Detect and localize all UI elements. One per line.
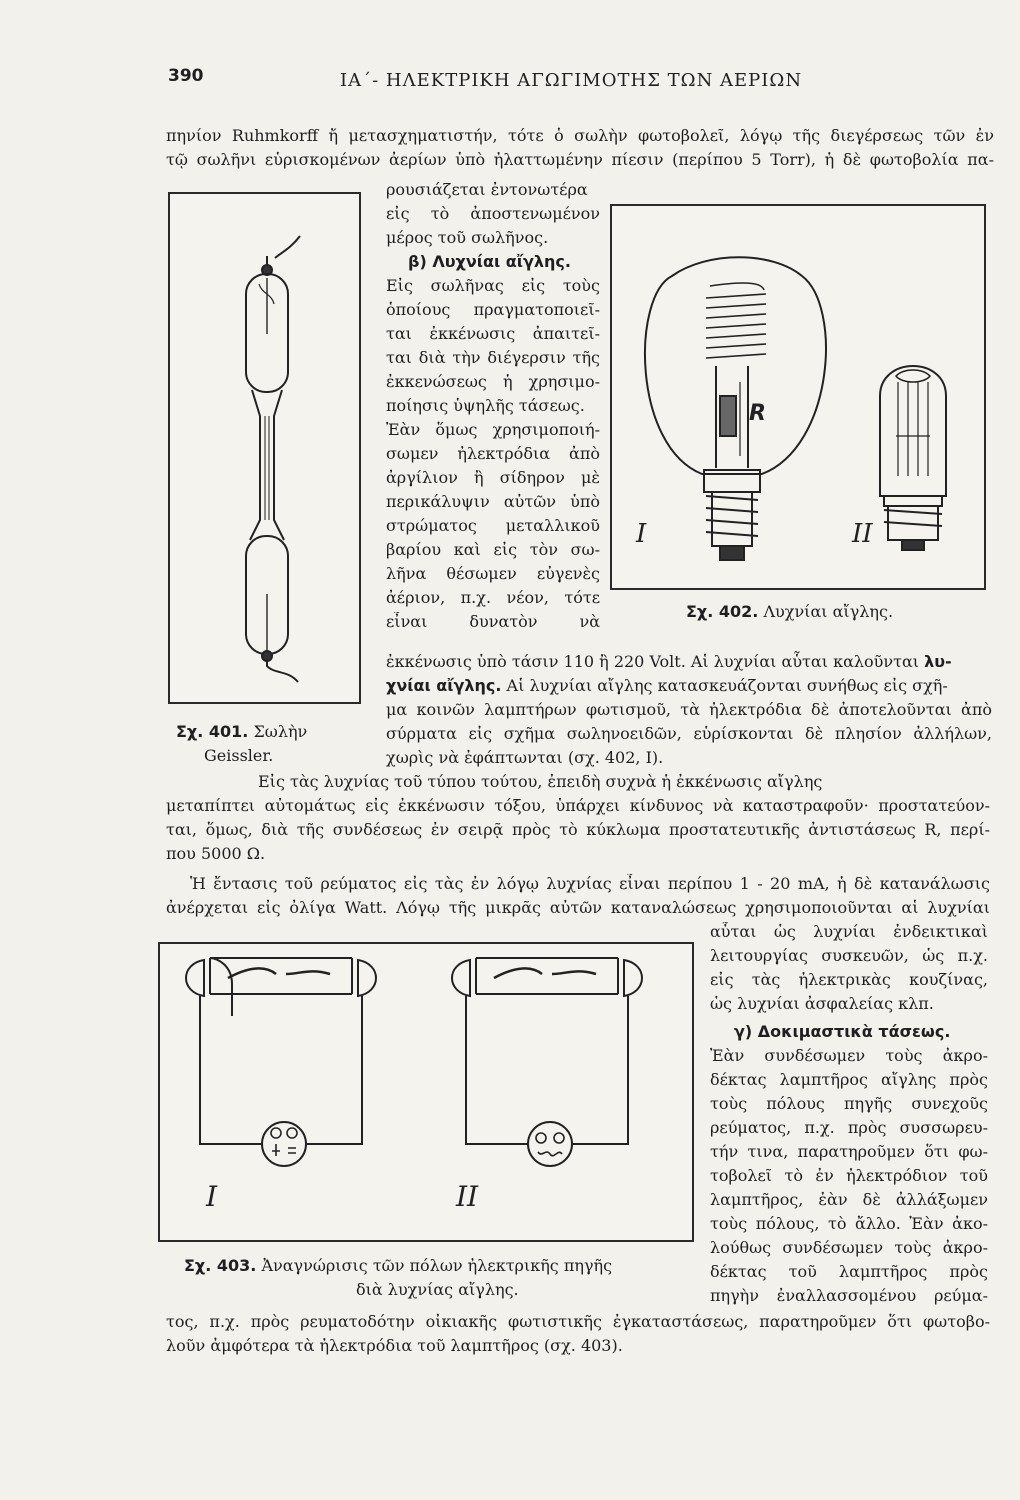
text-line: σωμεν ἠλεκτρόδια ἀπὸ	[386, 444, 600, 463]
text-line: ται διὰ τὴν διέγερσιν τῆς	[386, 348, 600, 367]
geissler-tube-drawing	[170, 194, 363, 706]
text-line: ἀέριον, π.χ. νέον, τότε	[386, 588, 600, 607]
text-line: ὁποίους πραγματοποιεῖ-	[386, 300, 600, 319]
text-line: μα κοινῶν λαμπτήρων φωτισμοῦ, τὰ ἠλεκτρόδια δὲ ἀποτελοῦνται ἀπὸ	[386, 700, 992, 719]
text-line: χνίαι αἴγλης. Αἱ λυχνίαι αἴγλης κατασκευάζονται συνήθως εἰς σχῆ-	[386, 676, 948, 695]
text-line: ἀνέρχεται εἰς ὀλίγα Watt. Λόγῳ τῆς μικρᾶς αὐτῶν καταναλώσεως χρησιμοποιοῦνται αἱ λυχνίαι	[166, 898, 990, 917]
text-line: τήν τινα, παρατηροῦμεν ὅτι φω-	[710, 1142, 988, 1161]
text-line: αὗται ὡς λυχνίαι ἐνδεικτικαὶ	[710, 922, 988, 941]
text-line: ἐκκένωσις ὑπὸ τάσιν 110 ἢ 220 Volt. Αἱ λυχνίαι αὗται καλοῦνται λυ-	[386, 652, 952, 671]
figure-401	[168, 192, 361, 704]
section-heading-b: β) Λυχνίαι αἴγλης.	[408, 252, 571, 271]
text-line: εἶναι δυνατὸν νὰ	[386, 612, 600, 631]
text-line: τος, π.χ. πρὸς ρευματοδότην οἰκιακῆς φωτιστικῆς ἐγκαταστάσεως, παρατηροῦμεν ὅτι φωτοβο-	[166, 1312, 990, 1331]
text-line: ποίησις ὑψηλῆς τάσεως.	[386, 396, 585, 415]
text-line: Εἰς σωλῆνας εἰς τοὺς	[386, 276, 600, 295]
text-line: λούθως συνδέσωμεν τοὺς ἀκρο-	[710, 1238, 988, 1257]
text-line: χωρὶς νὰ ἐφάπτωνται (σχ. 402, I).	[386, 748, 664, 767]
label-i: I	[206, 1180, 218, 1213]
text-line: εἰς τὸ ἀποστενωμένον	[386, 204, 600, 223]
text-line: μέρος τοῦ σωλῆνος.	[386, 228, 549, 247]
text-line: Ἐὰν συνδέσωμεν τοὺς ἀκρο-	[710, 1046, 988, 1065]
text-line: δέκτας τοῦ λαμπτῆρος πρὸς	[710, 1262, 988, 1281]
text-line: περικάλυψιν αὐτῶν ὑπὸ	[386, 492, 600, 511]
text-line: ἀργίλιον ἢ σίδηρον μὲ	[386, 468, 600, 487]
figure-403	[158, 942, 694, 1242]
text-line: ρουσιάζεται ἐντονωτέρα	[386, 180, 588, 199]
polarity-test-drawing	[160, 944, 696, 1244]
label-i: I	[636, 519, 647, 549]
text-line: στρώματος μεταλλικοῦ	[386, 516, 600, 535]
text-line: βαρίου καὶ εἰς τὸν σω-	[386, 540, 600, 559]
glow-lamps-drawing	[612, 206, 988, 592]
text-line: τοβολεῖ τὸ ἐν ἠλεκτρόδιον τοῦ	[710, 1166, 988, 1185]
text-line: τοὺς πόλους, τὸ ἄλλο. Ἐὰν ἀκο-	[710, 1214, 988, 1233]
label-r: R	[749, 401, 766, 426]
text-line: Εἰς τὰς λυχνίας τοῦ τύπου τούτου, ἐπειδὴ συχνὰ ἡ ἐκκένωσις αἴγλης	[258, 772, 823, 791]
label-ii: II	[852, 519, 873, 549]
text-line: σύρματα εἰς σχῆμα σωληνοειδῶν, εὑρίσκονται δὲ πλησίον ἀλλήλων,	[386, 724, 992, 743]
figure-402	[610, 204, 986, 590]
section-heading-c: γ) Δοκιμαστικὰ τάσεως.	[734, 1022, 951, 1041]
fig402-caption: Σχ. 402. Λυχνίαι αἴγλης.	[686, 602, 894, 621]
text-line: που 5000 Ω.	[166, 844, 266, 863]
fig401-caption-line2: Geissler.	[204, 746, 274, 765]
bold-term: λυ-	[924, 652, 952, 671]
fig403-caption-line2: διὰ λυχνίας αἴγλης.	[356, 1280, 519, 1299]
text-line: Ἡ ἔντασις τοῦ ρεύματος εἰς τὰς ἐν λόγῳ λυχνίας εἶναι περίπου 1 - 20 mA, ἡ δὲ κατανάλωσις	[190, 874, 990, 893]
text-line: πηνίον Ruhmkorff ἤ μετασχηματιστήν, τότε ὁ σωλὴν φωτοβολεῖ, λόγῳ τῆς διεγέρσεως τῶν ἐν	[166, 126, 994, 145]
text-line: ρεύματος, π.χ. πρὸς συσσωρευ-	[710, 1118, 988, 1137]
text-line: δέκτας λαμπτῆρος αἴγλης πρὸς	[710, 1070, 988, 1089]
running-title: ΙΑ΄- ΗΛΕΚΤΡΙΚΗ ΑΓΩΓΙΜΟΤΗΣ ΤΩΝ ΑΕΡΙΩΝ	[340, 70, 803, 91]
text-line: λῆνα θέσωμεν εὐγενὲς	[386, 564, 600, 583]
bold-term: χνίαι αἴγλης.	[386, 676, 502, 695]
fig403-caption-line1: Σχ. 403. Ἀναγνώρισις τῶν πόλων ἠλεκτρικῆς πηγῆς	[184, 1256, 613, 1275]
text-line: τῷ σωλῆνι εὑρισκομένων ἀερίων ὑπὸ ἠλαττωμένην πίεσιν (περίπου 5 Torr), ἡ δὲ φωτοβολία πα-	[166, 150, 994, 169]
text-line: ται, ὅμως, διὰ τῆς συνδέσεως ἐν σειρᾷ πρὸς τὸ κύκλωμα προστατευτικῆς ἀντιστάσεως R, περί-	[166, 820, 990, 839]
label-ii: II	[456, 1180, 479, 1213]
text-line: τοὺς πόλους πηγῆς συνεχοῦς	[710, 1094, 988, 1113]
text-line: ὡς λυχνίαι ἀσφαλείας κλπ.	[710, 994, 934, 1013]
text-line: λοῦν ἀμφότερα τὰ ἠλεκτρόδια τοῦ λαμπτῆρος (σχ. 403).	[166, 1336, 623, 1355]
text-line: πηγὴν ἐναλλασσομένου ρεύμα-	[710, 1286, 988, 1305]
text-line: λαμπτῆρος, ἐὰν δὲ ἀλλάξωμεν	[710, 1190, 988, 1209]
text-line: λειτουργίας συσκευῶν, ὡς π.χ.	[710, 946, 988, 965]
text-line: μεταπίπτει αὐτομάτως εἰς ἐκκένωσιν τόξου, ὑπάρχει κίνδυνος νὰ καταστραφοῦν· προστατεύον-	[166, 796, 990, 815]
text-line: εἰς τὰς ἠλεκτρικὰς κουζίνας,	[710, 970, 988, 989]
text-line: ἐκκενώσεως ἡ χρησιμο-	[386, 372, 600, 391]
fig401-caption-line1: Σχ. 401. Σωλὴν	[176, 722, 308, 741]
page-number: 390	[168, 66, 204, 86]
text-line: Ἐὰν ὅμως χρησιμοποιή-	[386, 420, 600, 439]
text-line: ται ἐκκένωσις ἀπαιτεῖ-	[386, 324, 600, 343]
